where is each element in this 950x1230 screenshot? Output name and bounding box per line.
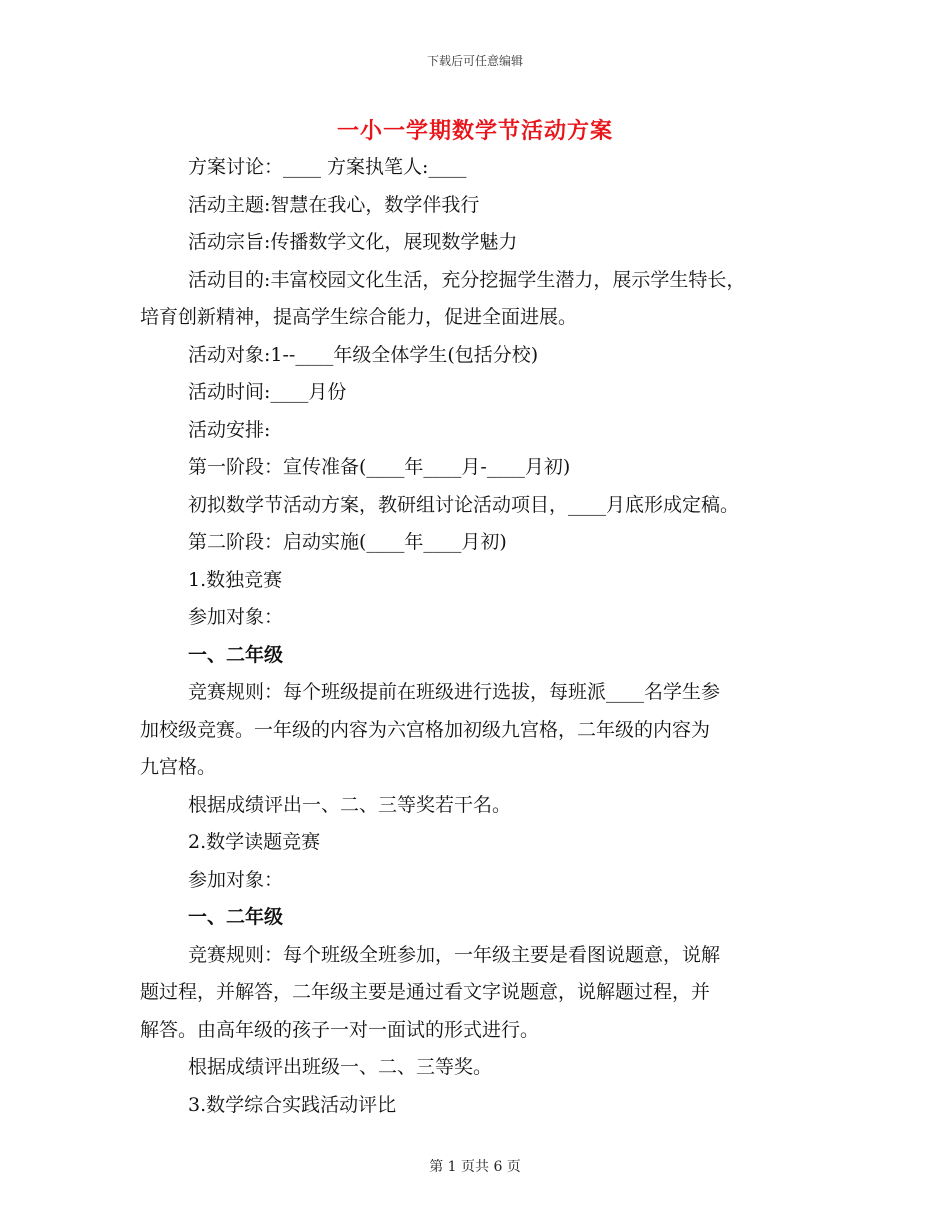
paragraph-line: 第一阶段：宣传准备(____年____月-____月初): [188, 456, 571, 478]
paragraph-line: 根据成绩评出班级一、二、三等奖。: [188, 1056, 493, 1078]
paragraph-line: 活动安排:: [188, 418, 271, 441]
paragraph-line: 参加对象：: [188, 606, 284, 628]
paragraph-line: 培育创新精神，提高学生综合能力，促进全面进展。: [140, 306, 578, 328]
paragraph-line: 根据成绩评出一、二、三等奖若干名。: [188, 793, 512, 816]
paragraph-line: 第二阶段：启动实施(____年____月初): [188, 531, 507, 553]
paragraph-line: 题过程，并解答，二年级主要是通过看文字说题意，说解题过程，并: [140, 981, 711, 1003]
paragraph-line: 加校级竞赛。一年级的内容为六宫格加初级九宫格，二年级的内容为: [140, 718, 711, 741]
paragraph-line: 竞赛规则：每个班级全班参加，一年级主要是看图说题意，说解: [188, 943, 721, 966]
paragraph-line: 竞赛规则：每个班级提前在班级进行选拔，每班派____名学生参: [188, 681, 721, 703]
paragraph-line: 初拟数学节活动方案，教研组讨论活动项目，____月底形成定稿。: [188, 493, 740, 516]
paragraph-line: 活动目的:丰富校园文化生活，充分挖掘学生潜力，展示学生特长，: [188, 268, 746, 291]
document-title: 一小一学期数学节活动方案: [336, 118, 613, 144]
paragraph-line: 九宫格。: [140, 756, 217, 778]
paragraph-line: 解答。由高年级的孩子一对一面试的形式进行。: [140, 1018, 540, 1041]
page-header-note: 下载后可任意编辑: [426, 54, 523, 68]
paragraph-line: 活动对象:1--____年级全体学生(包括分校): [188, 343, 539, 366]
section-heading: 一、二年级: [188, 906, 284, 928]
paragraph-line: 活动时间:____月份: [188, 381, 347, 403]
document-body: [140, 149, 830, 1124]
page-number: 第 1 页共 6 页: [429, 1159, 521, 1175]
paragraph-line: 活动宗旨:传播数学文化，展现数学魅力: [188, 231, 518, 253]
paragraph-line: 活动主题:智慧在我心，数学伴我行: [188, 193, 480, 216]
paragraph-line: 3.数学综合实践活动评比: [188, 1093, 397, 1116]
section-heading: 一、二年级: [188, 643, 284, 666]
paragraph-line: 1.数独竞赛: [188, 568, 283, 591]
paragraph-line: 参加对象：: [188, 868, 284, 891]
paragraph-line: 2.数学读题竞赛: [188, 831, 321, 853]
paragraph-line: 方案讨论：____ 方案执笔人:____: [188, 156, 467, 178]
